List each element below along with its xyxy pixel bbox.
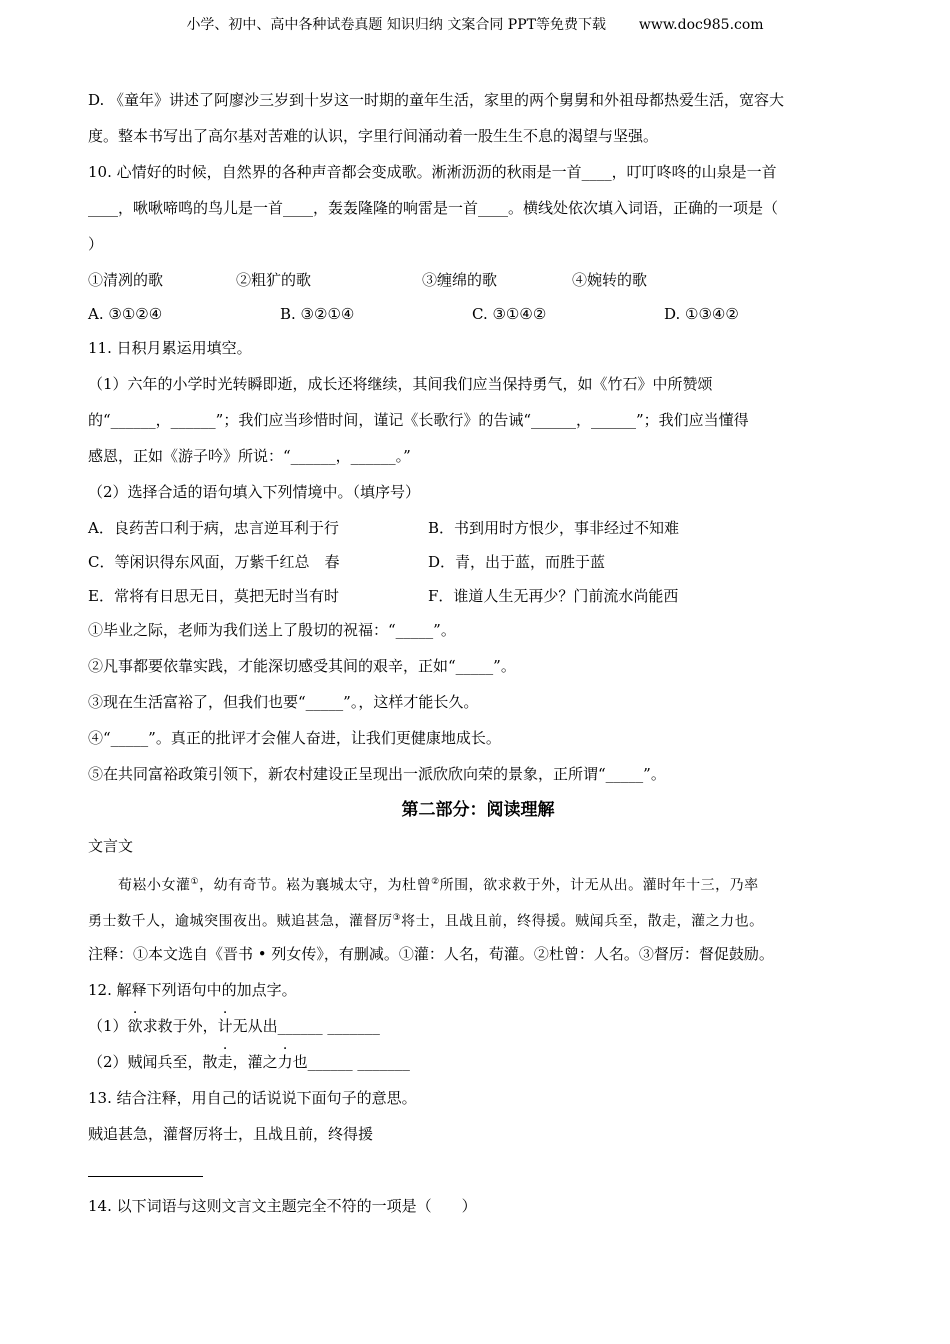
- q12-sentence-2: [88, 1050, 868, 1086]
- q11-choice-b: B．书到用时方恨少，事非经过不知难: [428, 519, 680, 537]
- q11-situation-4: ④“_____”。真正的批评才会催人奋进，让我们更健康地成长。: [88, 729, 501, 747]
- q11-title: 11. 日积月累运用填空。: [88, 339, 252, 357]
- q10-line1: 10. 心情好的时候，自然界的各种声音都会变成歌。淅淅沥沥的秋雨是一首____，叮叮咚咚的山泉是一首: [88, 163, 777, 181]
- q11-choice-row: [88, 550, 868, 584]
- q10-line2: ____，啾啾啼鸣的鸟儿是一首____，轰轰隆隆的响雷是一首____。横线处依次填入词语，正确的一项是（: [88, 199, 779, 217]
- passage-text: 荀崧小女灌: [118, 877, 191, 894]
- q13-sentence: 贼追甚急，灌督厉将士，且战且前，终得援: [88, 1125, 374, 1143]
- q12-sentence-1: [88, 1014, 868, 1050]
- q10-line3: ）: [88, 235, 104, 253]
- q12-text: ，灌之: [232, 1053, 278, 1071]
- q10-options: [88, 302, 868, 336]
- q11-part2-title: （2）选择合适的语句填入下列情境中。（填序号）: [88, 483, 421, 501]
- q11-situation-3: ③现在生活富裕了，但我们也要“_____”。，这样才能长久。: [88, 693, 479, 711]
- q10-option-d: D. ①③④②: [664, 305, 739, 323]
- q11-choice-f: F．谁道人生无再少？门前流水尚能西: [428, 587, 679, 605]
- q11-part1-line2: 的“______，______”；我们应当珍惜时间，谨记《长歌行》的告诫“______，______”；我们应当懂得: [88, 411, 749, 429]
- q11-situation-1: ①毕业之际，老师为我们送上了殷切的祝福：“_____”。: [88, 621, 456, 639]
- q11-choice-row: [88, 516, 868, 550]
- q10-option-a: A. ③①②④: [88, 305, 163, 323]
- q11-part1-line3: 感恩，正如《游子吟》所说：“______，______。”: [88, 447, 411, 465]
- q11-choice-c: C．等闲识得东风面，万紫千红总 春: [88, 553, 340, 571]
- q11-choice-e: E．常将有日思无日，莫把无时当有时: [88, 587, 339, 605]
- dotted-char: 力: [277, 1053, 293, 1071]
- q11-situation-2: ②凡事都要依靠实践，才能深切感受其间的艰辛，正如“_____”。: [88, 657, 516, 675]
- header-url: www.doc985.com: [638, 17, 764, 33]
- dotted-char: 走: [217, 1053, 233, 1071]
- dotted-char: 欲: [127, 1017, 143, 1035]
- passage-text: 所围，欲求救于外，计无从出。灌时年十三，乃率: [439, 877, 759, 894]
- q10-items: [88, 268, 868, 302]
- q12-title: 12. 解释下列语句中的加点字。: [88, 981, 297, 999]
- part2-heading: 第二部分：阅读理解: [401, 800, 555, 820]
- footnote-mark: ①: [190, 877, 200, 887]
- q11-choice-d: D．青，出于蓝，而胜于蓝: [428, 553, 606, 571]
- passage-text: 将士，且战且前，终得援。贼闻兵至，散走，灌之力也。: [401, 913, 764, 930]
- passage-line2: [88, 906, 868, 942]
- passage-text: 勇士数千人，逾城突围夜出。贼追甚急，灌督厉: [88, 913, 393, 930]
- q14-title: 14. 以下词语与这则文言文主题完全不符的一项是（ ）: [88, 1197, 477, 1215]
- q10-item: ③缠绵的歌: [422, 271, 498, 289]
- q13-answer-area: [88, 1158, 868, 1194]
- q10-option-c: C. ③①④②: [472, 305, 547, 323]
- section-label-wenyan: 文言文: [88, 837, 134, 855]
- footnote-mark: ③: [392, 913, 402, 923]
- q9-option-d-line2: 度。整本书写出了高尔基对苦难的认识，字里行间涌动着一股生生不息的渴望与坚强。: [88, 127, 659, 145]
- q12-text: 也______ _______: [292, 1053, 410, 1071]
- passage-text: ，幼有奇节。崧为襄城太守，为杜曾: [199, 877, 432, 894]
- q11-part1-line1: （1）六年的小学时光转瞬即逝，成长还将继续，其间我们应当保持勇气，如《竹石》中所赞颂: [88, 375, 713, 393]
- page-header: [0, 14, 950, 34]
- q12-text: （1）: [88, 1017, 128, 1035]
- q10-option-b: B. ③②①④: [280, 305, 355, 323]
- q11-choice-a: A．良药苦口利于病，忠言逆耳利于行: [88, 519, 339, 537]
- header-left-text: 小学、初中、高中各种试卷真题 知识归纳 文案合同 PPT等免费下载: [186, 17, 606, 33]
- q12-text: 无从出______ _______: [232, 1017, 380, 1035]
- q12-text: 求救于外，: [142, 1017, 218, 1035]
- passage-notes: 注释：①本文选自《晋书 • 列女传》，有删减。①灌：人名，荀灌。②杜曾：人名。③督厉：督促鼓励。: [88, 945, 774, 963]
- q9-option-d-line1: D. 《童年》讲述了阿廖沙三岁到十岁这一时期的童年生活，家里的两个舅舅和外祖母都热爱生活，宽容大: [88, 91, 785, 109]
- exam-content: [88, 88, 868, 1230]
- footnote-mark: ②: [431, 877, 440, 887]
- dotted-char: 计: [217, 1017, 233, 1035]
- q11-choice-row: [88, 584, 868, 618]
- passage-line1: [88, 870, 868, 906]
- q13-title: 13. 结合注释，用自己的话说说下面句子的意思。: [88, 1089, 417, 1107]
- q10-item: ④婉转的歌: [572, 271, 648, 289]
- answer-blank[interactable]: [88, 1158, 203, 1177]
- q12-text: （2）贼闻兵至，散: [88, 1053, 218, 1071]
- q10-item: ②粗犷的歌: [236, 271, 312, 289]
- q11-situation-5: ⑤在共同富裕政策引领下，新农村建设正呈现出一派欣欣向荣的景象，正所谓“_____”。: [88, 765, 666, 783]
- q10-item: ①清冽的歌: [88, 271, 164, 289]
